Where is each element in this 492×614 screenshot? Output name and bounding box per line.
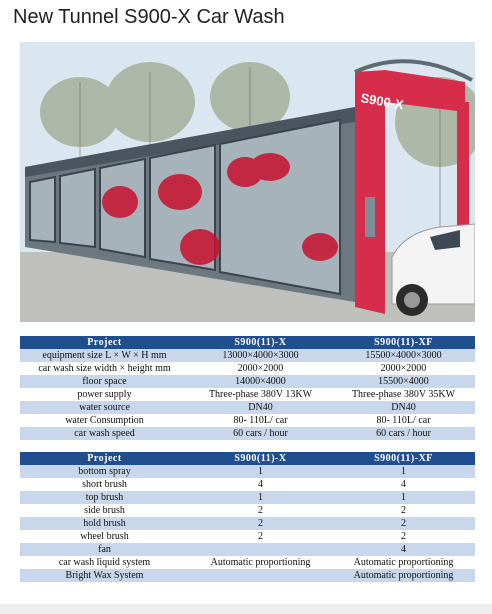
row-label: fan [20,543,189,556]
table-row [20,375,475,388]
row-value-x: 2000×2000 [189,362,332,375]
row-value-xf: 1 [332,465,475,478]
row-value-x: 80- 110L/ car [189,414,332,427]
row-value-xf: DN40 [332,401,475,414]
row-label: car wash size width × height mm [20,362,189,375]
header-model-xf: S900(11)-XF [332,336,475,349]
row-value-xf: 15500×4000 [332,375,475,388]
table-row [20,478,475,491]
row-value-x [189,543,332,556]
row-value-x: 60 cars / hour [189,427,332,440]
row-value-xf: 2 [332,517,475,530]
row-value-xf: 4 [332,478,475,491]
row-value-x: 2 [189,504,332,517]
row-value-x: 2 [189,517,332,530]
table-header-row [20,336,475,349]
row-label: bottom spray [20,465,189,478]
header-project: Project [20,336,189,349]
specification-table [20,336,475,440]
row-value-xf: 2 [332,530,475,543]
table-row [20,349,475,362]
row-value-xf: 80- 110L/ car [332,414,475,427]
row-value-xf: 2000×2000 [332,362,475,375]
row-value-xf: 2 [332,504,475,517]
bottom-bar [0,604,492,614]
table-row [20,414,475,427]
row-label: short brush [20,478,189,491]
row-value-x: 1 [189,465,332,478]
row-value-x: Three-phase 380V 13KW [189,388,332,401]
table-row [20,362,475,375]
table-row [20,427,475,440]
row-value-x: Automatic proportioning [189,556,332,569]
row-value-x [189,569,332,582]
row-label: power supply [20,388,189,401]
row-value-x: 4 [189,478,332,491]
header-model-xf: S900(11)-XF [332,452,475,465]
row-value-xf: Three-phase 380V 35KW [332,388,475,401]
row-value-x: DN40 [189,401,332,414]
table-row [20,517,475,530]
row-label: car wash speed [20,427,189,440]
row-value-x: 14000×4000 [189,375,332,388]
table-row [20,530,475,543]
row-label: wheel brush [20,530,189,543]
table-row [20,388,475,401]
row-value-xf: 1 [332,491,475,504]
table-row [20,543,475,556]
configuration-table [20,452,475,582]
row-value-x: 13000×4000×3000 [189,349,332,362]
row-label: equipment size L × W × H mm [20,349,189,362]
table-row [20,556,475,569]
table-row [20,491,475,504]
car-wash-tunnel-photo [20,42,475,322]
header-model-x: S900(11)-X [189,452,332,465]
table-header-row [20,452,475,465]
page-title: New Tunnel S900-X Car Wash [13,6,285,28]
header-model-x: S900(11)-X [189,336,332,349]
row-value-xf: Automatic proportioning [332,556,475,569]
row-label: floor space [20,375,189,388]
row-value-xf: 15500×4000×3000 [332,349,475,362]
row-value-xf: 60 cars / hour [332,427,475,440]
table-row [20,401,475,414]
row-label: hold brush [20,517,189,530]
row-value-xf: 4 [332,543,475,556]
row-label: side brush [20,504,189,517]
header-project: Project [20,452,189,465]
table-row [20,465,475,478]
row-label: water Consumption [20,414,189,427]
table-row [20,504,475,517]
table-row [20,569,475,582]
row-value-x: 2 [189,530,332,543]
row-value-x: 1 [189,491,332,504]
row-label: car wash liquid system [20,556,189,569]
row-label: Bright Wax System [20,569,189,582]
row-value-xf: Automatic proportioning [332,569,475,582]
sign-text: S900-X [359,90,405,113]
row-label: water source [20,401,189,414]
row-label: top brush [20,491,189,504]
